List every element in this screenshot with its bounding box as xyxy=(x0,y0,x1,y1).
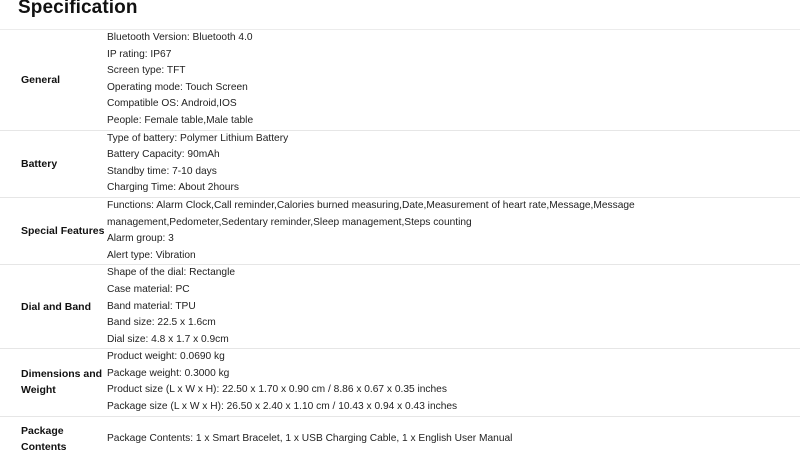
spec-label: Package Contents xyxy=(21,424,67,454)
spec-label: Special Features xyxy=(21,224,105,237)
spec-values xyxy=(105,265,800,348)
spec-value: Product weight: 0.0690 kg xyxy=(107,351,225,363)
spec-row-dial-and-band xyxy=(0,264,800,348)
spec-value: Product size (L x W x H): 22.50 x 1.70 x 0.90 cm / 8.86 x 0.67 x 0.35 inches xyxy=(107,384,447,396)
spec-value: People: Female table,Male table xyxy=(107,114,254,126)
spec-label: Dial and Band xyxy=(21,300,92,313)
spec-values xyxy=(105,131,800,197)
spec-value: Screen type: TFT xyxy=(107,65,186,77)
spec-value: Case material: PC xyxy=(107,283,190,295)
spec-value: Compatible OS: Android,IOS xyxy=(107,98,237,110)
spec-label: Battery xyxy=(21,157,58,170)
spec-row-battery xyxy=(0,130,800,197)
spec-value: Package weight: 0.3000 kg xyxy=(107,367,230,379)
spec-value: Type of battery: Polymer Lithium Battery xyxy=(107,132,289,144)
spec-table xyxy=(0,29,800,462)
spec-value: Operating mode: Touch Screen xyxy=(107,81,248,93)
spec-row-dimensions-and-weight xyxy=(0,348,800,415)
spec-row-special-features xyxy=(0,197,800,264)
spec-label: Dimensions and Weight xyxy=(21,367,103,397)
spec-value: Charging Time: About 2hours xyxy=(107,182,239,194)
spec-value: Shape of the dial: Rectangle xyxy=(107,267,236,279)
spec-value: IP rating: IP67 xyxy=(107,48,172,60)
spec-value: Bluetooth Version: Bluetooth 4.0 xyxy=(107,32,253,43)
spec-value: Functions: Alarm Clock,Call reminder,Calories burned measuring,Date,Measurement of heart rate,Message,Message management,Pedometer,Sedentary reminder,Sleep management,Steps counting xyxy=(107,199,635,228)
spec-values xyxy=(105,198,800,264)
spec-value: Package Contents: 1 x Smart Bracelet, 1 x USB Charging Cable, 1 x English User Manual xyxy=(107,432,513,444)
spec-value: Battery Capacity: 90mAh xyxy=(107,149,220,161)
spec-values xyxy=(105,349,800,415)
spec-value: Alert type: Vibration xyxy=(107,249,196,261)
spec-value: Band size: 22.5 x 1.6cm xyxy=(107,317,216,329)
spec-value: Dial size: 4.8 x 1.7 x 0.9cm xyxy=(107,333,229,345)
spec-value: Standby time: 7-10 days xyxy=(107,165,217,177)
spec-values xyxy=(105,30,800,130)
page-title: Specification xyxy=(18,0,138,18)
spec-value: Package size (L x W x H): 26.50 x 2.40 x 1.10 cm / 10.43 x 0.94 x 0.43 inches xyxy=(107,401,458,413)
spec-label: General xyxy=(21,73,61,86)
spec-value: Alarm group: 3 xyxy=(107,233,174,245)
spec-values xyxy=(105,417,800,462)
spec-row-package-contents xyxy=(0,416,800,462)
spec-row-general xyxy=(0,29,800,130)
spec-value: Band material: TPU xyxy=(107,300,196,312)
